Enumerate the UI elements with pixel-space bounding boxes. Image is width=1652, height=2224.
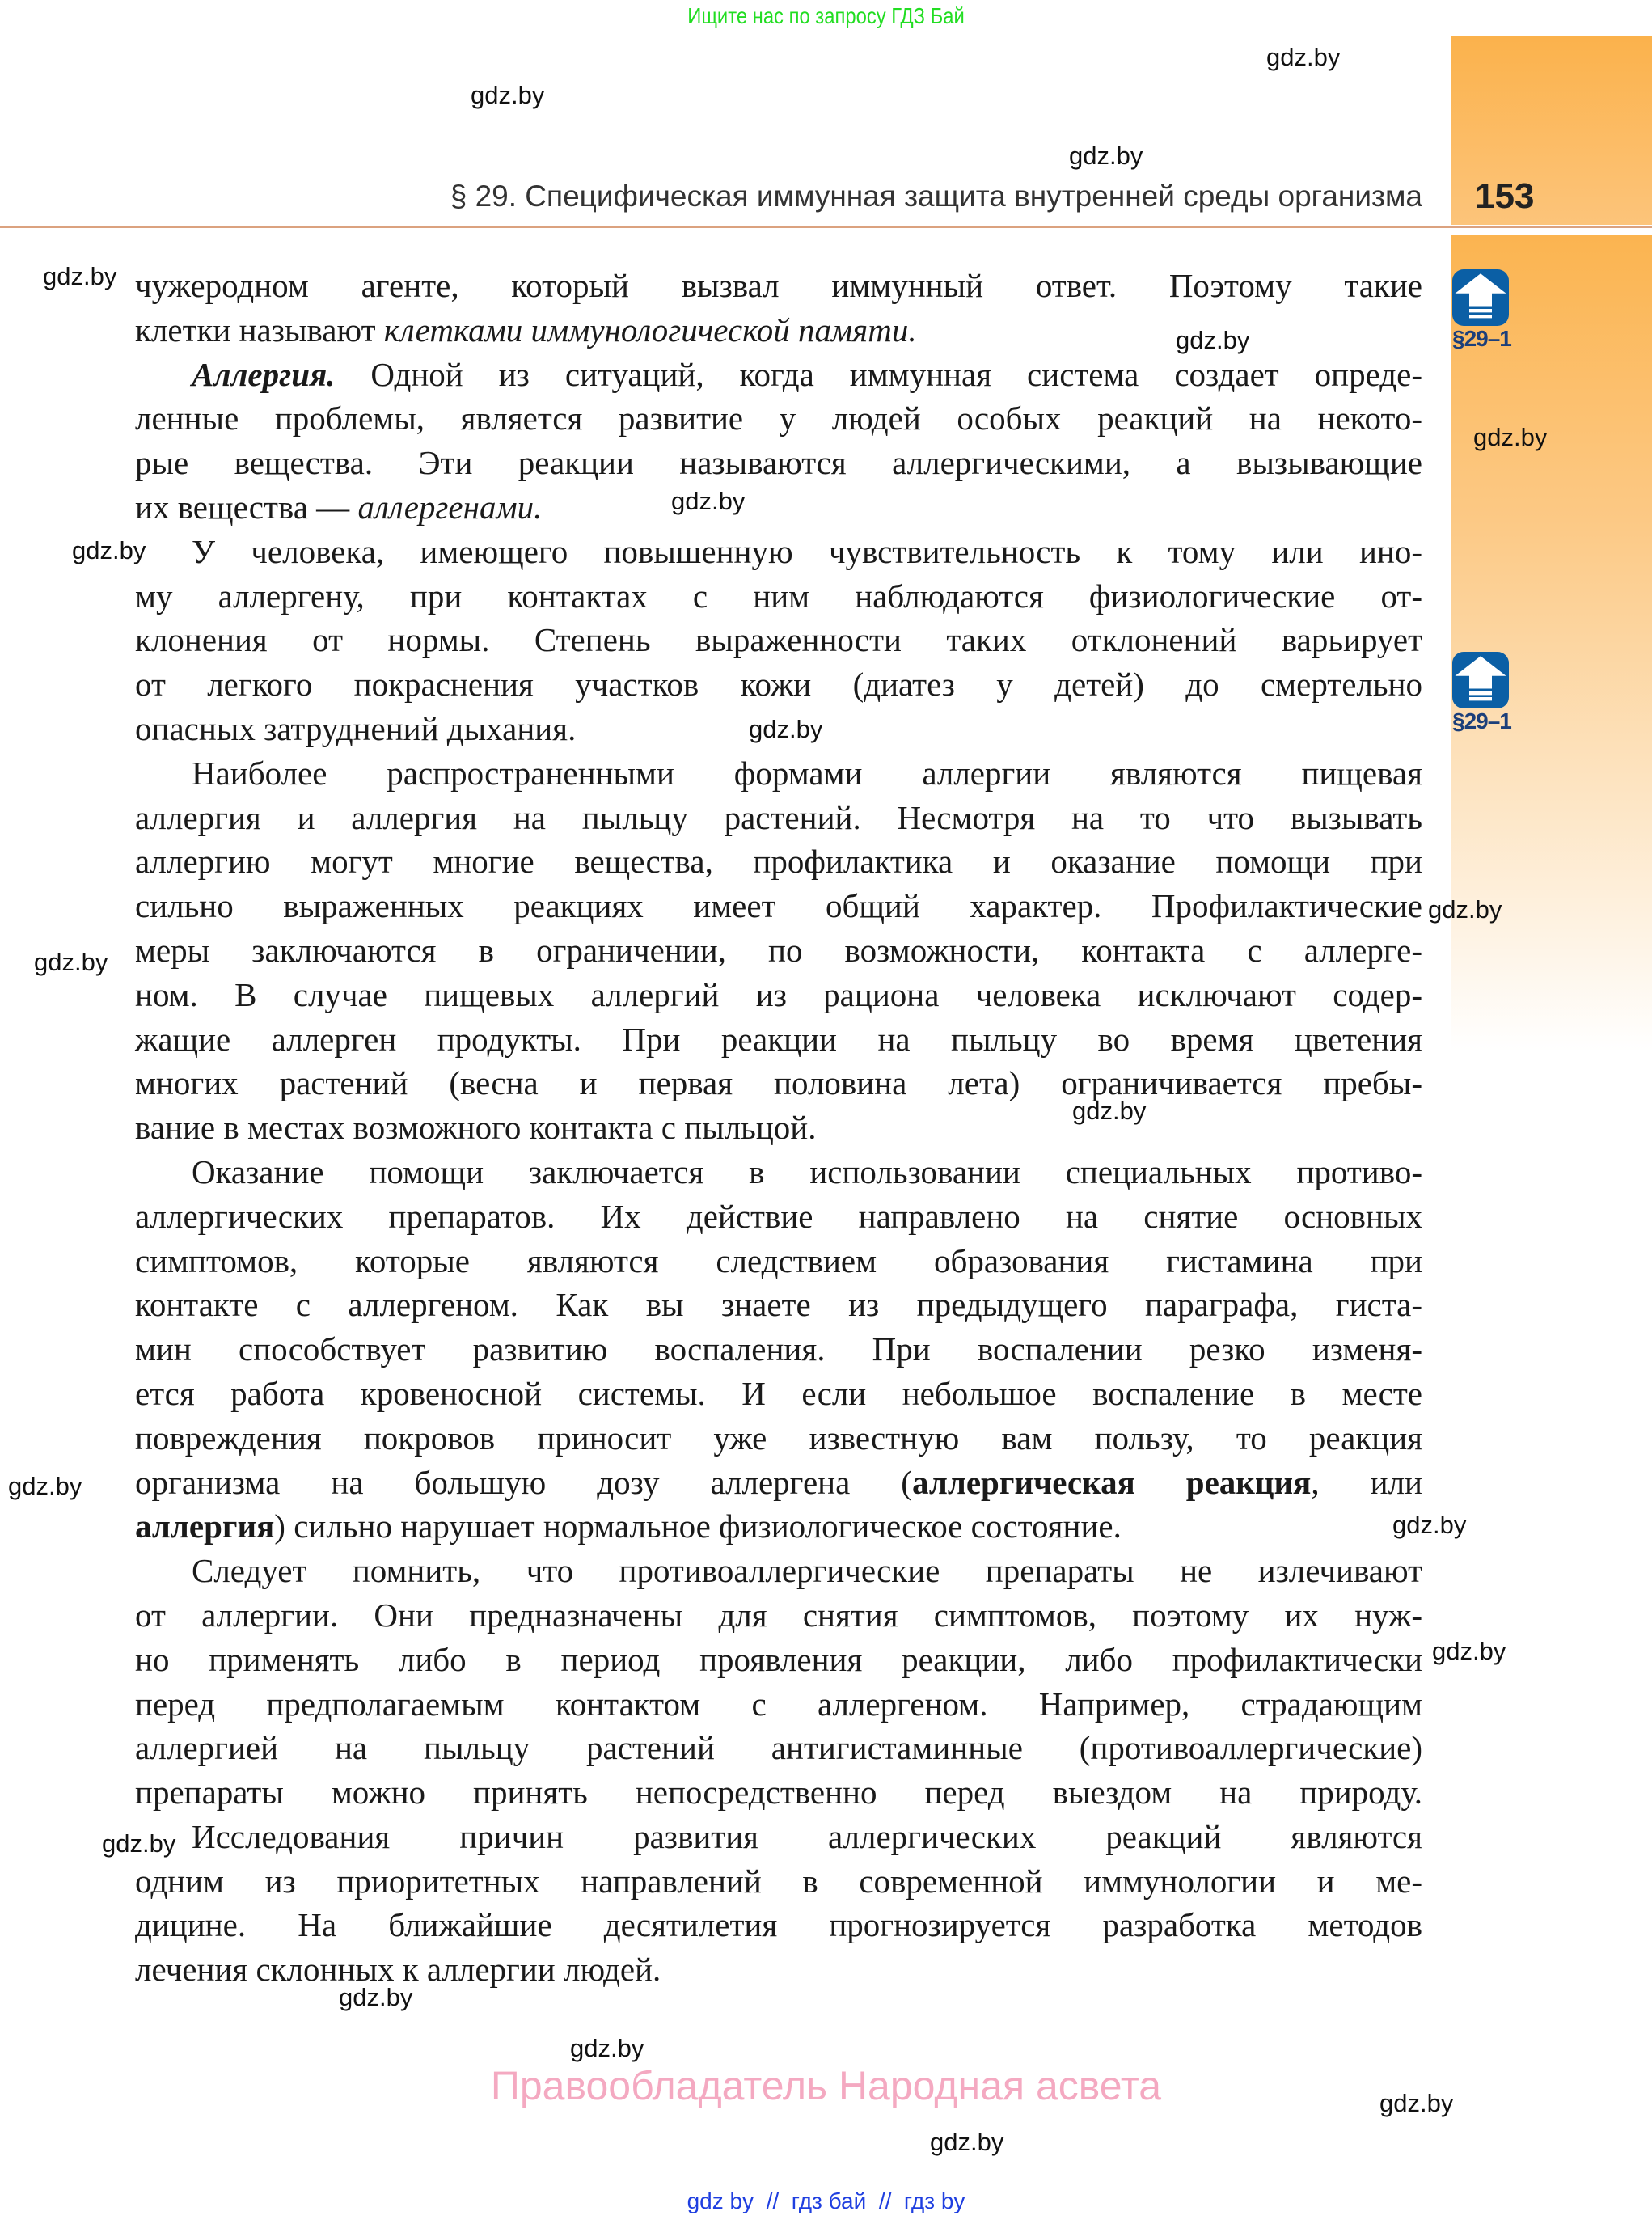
text-line <box>135 1815 1422 1859</box>
text-run: многих растений (весна и первая половина лета) ограничивается пребы- <box>135 1064 1422 1102</box>
text-line <box>135 1327 1422 1372</box>
text-line <box>135 1194 1422 1239</box>
watermark: gdz.by <box>8 1472 82 1500</box>
text-run: чужеродном агенте, который вызвал иммунный ответ. Поэтому такие <box>135 267 1422 304</box>
text-line <box>135 1106 1422 1150</box>
text-run: повреждения покровов приносит уже известную вам пользу, то реакция <box>135 1419 1422 1457</box>
text-run: сильно выраженных реакциях имеет общий характер. Профилактические <box>135 887 1422 925</box>
text-run: рые вещества. Эти реакции называются аллергическими, а вызывающие <box>135 444 1422 482</box>
watermark: gdz.by <box>102 1829 176 1858</box>
text-line <box>135 1017 1422 1062</box>
text-line <box>135 264 1422 308</box>
watermark: gdz.by <box>43 262 117 290</box>
watermark: gdz.by <box>671 487 746 515</box>
text-run: лечения склонных к аллергии людей. <box>135 1951 661 1989</box>
text-run: мин способствует развитию воспаления. При воспалении резко изменя- <box>135 1330 1422 1368</box>
watermark: gdz.by <box>1392 1511 1467 1539</box>
text-run: их вещества — <box>135 488 358 526</box>
margin-ref-link[interactable] <box>1452 652 1517 734</box>
text-run: Оказание помощи заключается в использовании специальных противо- <box>192 1152 1422 1190</box>
margin-ref-link[interactable] <box>1452 269 1517 352</box>
text-line <box>135 1461 1422 1505</box>
text-run: Исследования причин развития аллергических реакций являются <box>192 1817 1422 1855</box>
footer-links[interactable]: gdz by // гдз бай // гдз by <box>687 2188 965 2213</box>
text-line <box>135 1638 1422 1682</box>
text-run: перед предполагаемым контактом с аллергеном. Например, страдающим <box>135 1685 1422 1723</box>
margin-ref-label: §29–1 <box>1452 326 1511 351</box>
text-run: му аллергену, при контактах с ним наблюдаются физиологические от- <box>135 577 1422 615</box>
text-run: от аллергии. Они предназначены для снятия симптомов, поэтому их нуж- <box>135 1596 1422 1634</box>
text-line <box>135 1770 1422 1815</box>
header-divider <box>0 226 1652 228</box>
watermark: gdz.by <box>749 715 823 743</box>
watermark: gdz.by <box>930 2128 1004 2156</box>
text-run: Наиболее распространенными формами аллергии являются пищевая <box>192 754 1422 792</box>
text-run: опасных затруднений дыхания. <box>135 709 577 747</box>
up-arrow-icon <box>1452 652 1509 708</box>
text-line <box>135 1372 1422 1416</box>
text-line <box>135 1239 1422 1283</box>
page-number: 153 <box>1475 176 1535 216</box>
watermark: gdz.by <box>339 1983 413 2011</box>
text-line <box>135 1859 1422 1904</box>
text-run: аллергию могут многие вещества, профилактика и оказание помощи при <box>135 843 1422 881</box>
margin-band <box>1451 235 1652 1051</box>
text-line <box>135 1416 1422 1461</box>
watermark: gdz.by <box>471 81 545 109</box>
text-line <box>135 1947 1422 1992</box>
up-arrow-icon <box>1452 269 1509 326</box>
text-line <box>135 796 1422 840</box>
text-run: меры заключаются в ограничении, по возможности, контакта с аллерге- <box>135 931 1422 969</box>
search-note: Ищите нас по запросу ГДЗ Бай <box>687 3 965 28</box>
watermark: gdz.by <box>1379 2089 1454 2117</box>
text-line <box>135 1726 1422 1770</box>
watermark: gdz.by <box>1428 895 1502 924</box>
copyright-owner: Правообладатель Народная асвета <box>490 2063 1162 2108</box>
text-run: ) сильно нарушает нормальное физиологическое состояние. <box>274 1507 1122 1545</box>
text-line <box>135 662 1422 707</box>
watermark: gdz.by <box>1072 1097 1147 1125</box>
text-line <box>135 973 1422 1017</box>
text-run: вание в местах возможного контакта с пыльцой. <box>135 1109 817 1147</box>
body-text <box>135 264 1422 1992</box>
text-line <box>135 1504 1422 1549</box>
watermark: gdz.by <box>1432 1637 1506 1665</box>
text-run: ется работа кровеносной системы. И если небольшое воспаление в месте <box>135 1374 1422 1412</box>
text-run: ленные проблемы, является развитие у людей особых реакций на некото- <box>135 400 1422 438</box>
watermark: gdz.by <box>570 2034 644 2062</box>
emphasis-term: Аллергия. <box>192 355 336 393</box>
watermark: gdz.by <box>1266 43 1341 71</box>
text-run: ном. В случае пищевых аллергий из рациона человека исключают содер- <box>135 975 1422 1013</box>
text-line <box>135 751 1422 796</box>
text-line <box>135 884 1422 928</box>
text-run: аллергией на пыльцу растений антигистаминные (противоаллергические) <box>135 1729 1422 1767</box>
text-line <box>135 1593 1422 1638</box>
watermark: gdz.by <box>1473 423 1548 451</box>
text-line <box>135 353 1422 397</box>
text-run: но применять либо в период проявления реакции, либо профилактически <box>135 1640 1422 1678</box>
text-run: У человека, имеющего повышенную чувствительность к тому или ино- <box>192 532 1422 570</box>
text-line <box>135 441 1422 485</box>
emphasis-term: аллергия <box>135 1507 275 1545</box>
text-line <box>135 928 1422 973</box>
text-line <box>135 530 1422 574</box>
margin-ref-label: §29–1 <box>1452 708 1511 734</box>
emphasis-term: аллергенами. <box>357 488 543 526</box>
text-line <box>135 1061 1422 1106</box>
text-line <box>135 1903 1422 1947</box>
watermark: gdz.by <box>1069 142 1143 170</box>
watermark: gdz.by <box>1176 326 1250 354</box>
text-run: организма на большую дозу аллергена ( <box>135 1463 912 1501</box>
text-run: аллергия и аллергия на пыльцу растений. Несмотря на то что вызывать <box>135 798 1422 836</box>
watermark: gdz.by <box>72 536 146 564</box>
text-run: аллергических препаратов. Их действие направлено на снятие основных <box>135 1197 1422 1235</box>
text-run: от легкого покраснения участков кожи (диатез у детей) до смертельно <box>135 666 1422 704</box>
text-line <box>135 574 1422 619</box>
text-run: препараты можно принять непосредственно перед выездом на природу. <box>135 1774 1422 1812</box>
text-run: контакте с аллергеном. Как вы знаете из предыдущего параграфа, гиста- <box>135 1286 1422 1324</box>
text-run: клонения от нормы. Степень выраженности таких отклонений варьирует <box>135 621 1422 659</box>
text-run: Одной из ситуаций, когда иммунная система создает опреде- <box>335 355 1422 393</box>
text-line <box>135 618 1422 662</box>
text-run: жащие аллерген продукты. При реакции на пыльцу во время цветения <box>135 1020 1422 1058</box>
emphasis-term: клетками иммунологической памяти. <box>383 311 917 349</box>
text-run: симптомов, которые являются следствием образования гистамина при <box>135 1241 1422 1279</box>
emphasis-term: аллергическая реакция <box>911 1463 1312 1501</box>
text-run: , или <box>1311 1463 1422 1501</box>
text-line <box>135 1682 1422 1727</box>
watermark: gdz.by <box>34 948 108 976</box>
text-line <box>135 1150 1422 1194</box>
text-run: клетки называют <box>135 311 384 349</box>
text-line <box>135 396 1422 441</box>
text-line <box>135 839 1422 884</box>
text-run: дицине. На ближайшие десятилетия прогнозируется разработка методов <box>135 1906 1422 1944</box>
text-line <box>135 1549 1422 1593</box>
text-line <box>135 1283 1422 1327</box>
text-run: Следует помнить, что противоаллергические препараты не излечивают <box>192 1552 1422 1590</box>
text-line <box>135 485 1422 530</box>
running-title: § 29. Специфическая иммунная защита внутренней среды организма <box>450 180 1422 213</box>
text-run: одним из приоритетных направлений в современной иммунологии и ме- <box>135 1862 1422 1900</box>
